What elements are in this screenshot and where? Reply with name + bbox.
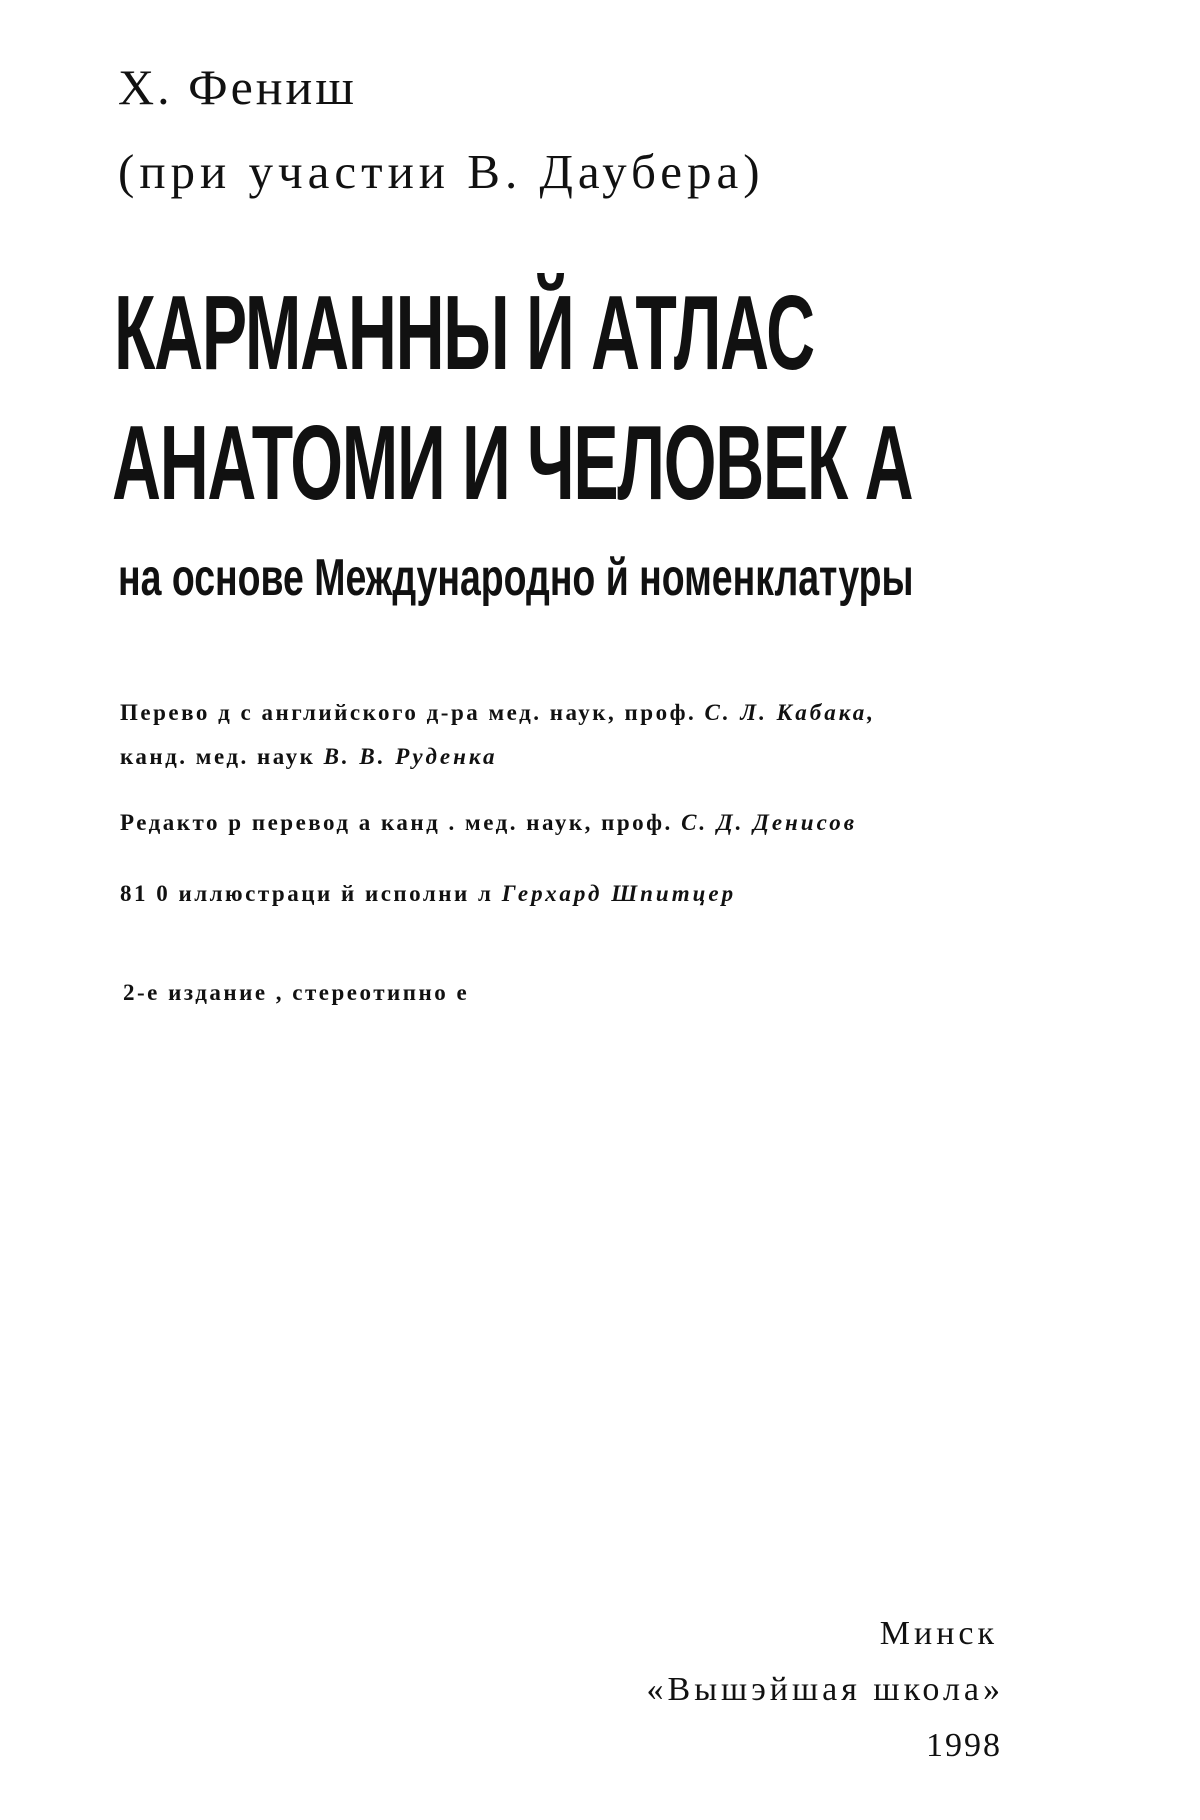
- book-subtitle: на основе Международно й номенклатуры: [118, 549, 914, 607]
- translation-credit: [120, 701, 876, 724]
- publication-year: 1998: [926, 1727, 1002, 1764]
- translator-name: С. Л. Кабака,: [704, 700, 877, 725]
- editor-name: С. Д. Денисов: [681, 810, 858, 835]
- book-title-line-2: АНАТОМИ И ЧЕЛОВЕК А: [112, 404, 913, 522]
- publisher-city: Минск: [879, 1615, 998, 1652]
- author-name: Х. Фениш: [118, 59, 357, 115]
- translation-credit-2: [120, 745, 497, 768]
- participation-note: (при участии В. Даубера): [118, 144, 765, 199]
- illustrations-credit: [120, 882, 736, 905]
- editor-credit: [120, 811, 857, 834]
- book-title-line-1: КАРМАННЫ Й АТЛАС: [114, 274, 814, 392]
- translator2-name: В. В. Руденка: [323, 744, 498, 769]
- translation-label: Перево д с английского д-ра мед. наук, проф.: [120, 700, 697, 725]
- edition-note: 2-е издание , стереотипно е: [123, 980, 470, 1005]
- editor-label: Редакто р перевод а канд . мед. наук, проф.: [120, 810, 673, 835]
- illustrator-name: Герхард Шпитцер: [501, 881, 737, 906]
- translation2-label: канд. мед. наук: [120, 744, 316, 769]
- illustrations-label: 81 0 иллюстраци й исполни л: [120, 881, 494, 906]
- publisher-name: «Вышэйшая школа»: [646, 1671, 1004, 1708]
